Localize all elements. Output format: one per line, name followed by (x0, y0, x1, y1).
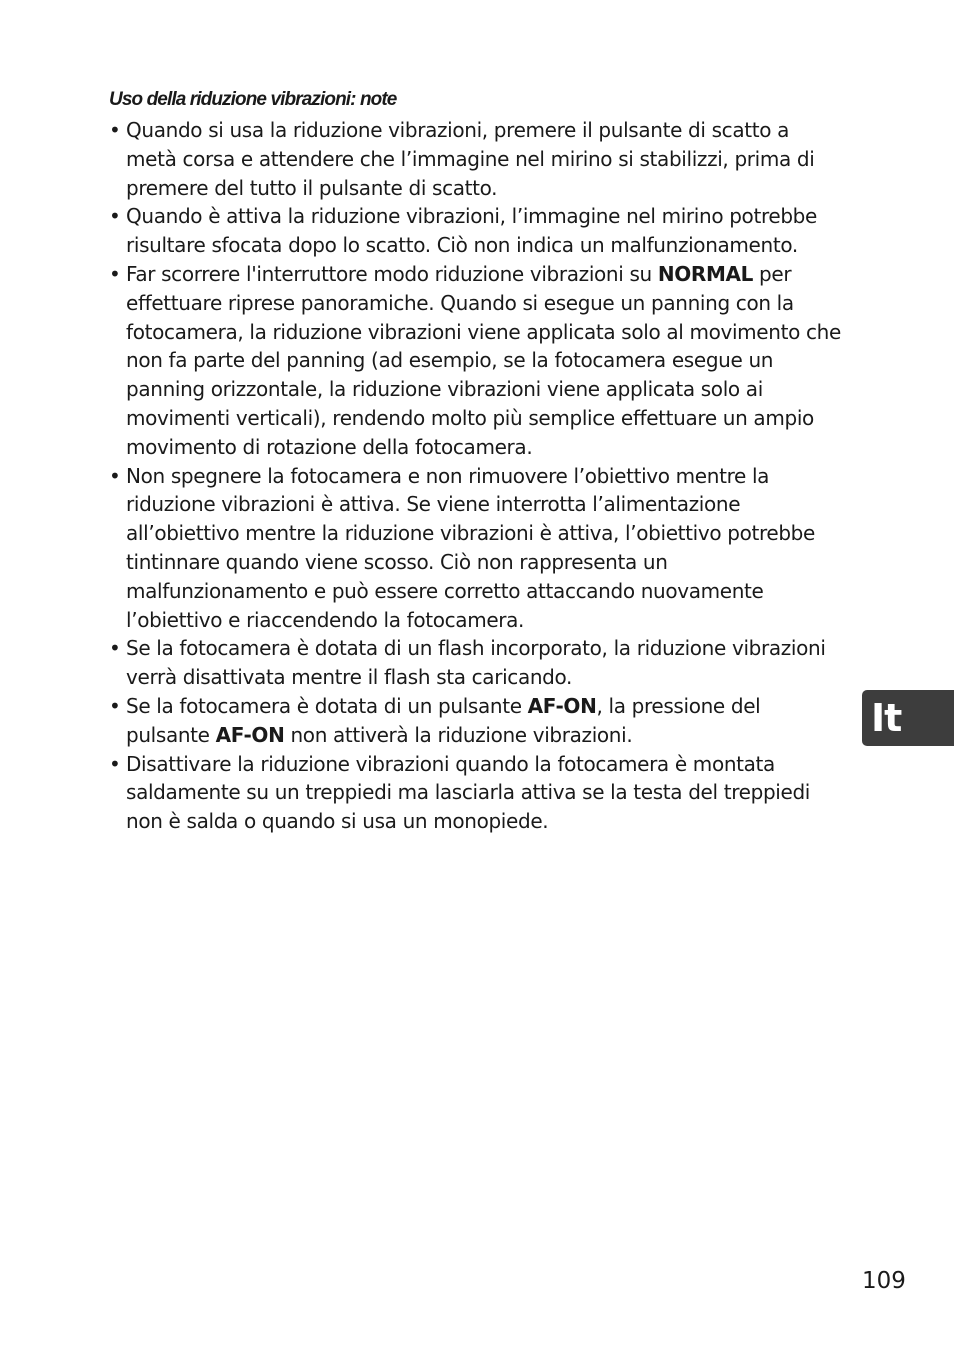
note-segment: , la pressione del pulsante (126, 693, 761, 747)
note-item (109, 692, 844, 750)
note-text (126, 752, 810, 834)
note-segment: Far scorrere l'interruttore modo riduzione vibrazioni su (126, 261, 658, 286)
bullet-marker: • (109, 118, 121, 142)
note-segment: per effettuare riprese panoramiche. Quando si esegue un panning con la fotocamera, la riduzione vibrazioni viene applicata solo al movimento che non fa parte del panning (ad esempio, se la fotocamera esegue un panning orizzontale, la riduzione vibrazioni viene applicata solo ai movimenti verticali), rendendo molto più semplice effettuare un ampio movimento di rotazione della fotocamera. (126, 261, 841, 459)
bullet-marker: • (109, 751, 121, 776)
note-text (126, 118, 814, 200)
note-segment: Se la fotocamera è dotata di un pulsante (126, 693, 528, 718)
bullet-marker: • (109, 693, 121, 718)
note-text (126, 694, 760, 747)
notes-list (109, 116, 844, 836)
page-number: 109 (862, 1268, 906, 1294)
section-heading: Uso della riduzione vibrazioni: note (109, 89, 397, 110)
note-item (109, 260, 844, 462)
note-segment: Non spegnere la fotocamera e non rimuovere l’obiettivo mentre la riduzione vibrazioni è attiva. Se viene interrotta l’alimentazione all’obiettivo mentre la riduzione vibrazioni è attiva, l’obiettivo potrebbe tintinnare quando viene scosso. Ciò non rappresenta un malfunzionamento e può essere corretto attaccando nuovamente l’obiettivo e riaccendendo la fotocamera. (126, 463, 815, 632)
note-emphasis: AF-ON (527, 693, 597, 718)
note-segment: Se la fotocamera è dotata di un flash incorporato, la riduzione vibrazioni verrà disattivata mentre il flash sta caricando. (126, 636, 826, 690)
note-segment: Disattivare la riduzione vibrazioni quando la fotocamera è montata saldamente su un treppiedi ma lasciarla attiva se la testa del treppiedi non è salda o quando si usa un monopiede. (126, 751, 810, 834)
bullet-marker: • (109, 261, 121, 286)
note-item (109, 116, 844, 202)
note-text (126, 204, 817, 257)
bullet-marker: • (109, 636, 121, 661)
note-text (126, 636, 826, 689)
note-item (109, 202, 844, 260)
bullet-marker: • (109, 463, 121, 488)
note-segment: Quando si usa la riduzione vibrazioni, premere il pulsante di scatto a metà corsa e attendere che l’immagine nel mirino si stabilizzi, prima di premere del tutto il pulsante di scatto. (126, 118, 815, 200)
note-emphasis: AF-ON (215, 722, 285, 747)
language-tab: It (862, 690, 954, 746)
note-item (109, 634, 844, 692)
note-item (109, 462, 844, 635)
note-segment: non attiverà la riduzione vibrazioni. (284, 722, 633, 747)
note-segment: Quando è attiva la riduzione vibrazioni, l’immagine nel mirino potrebbe risultare sfocata dopo lo scatto. Ciò non indica un malfunzionamento. (126, 204, 817, 258)
note-text (126, 464, 815, 632)
note-emphasis: NORMAL (657, 261, 754, 286)
note-item (109, 750, 844, 836)
bullet-marker: • (109, 204, 121, 229)
note-text (126, 262, 841, 459)
